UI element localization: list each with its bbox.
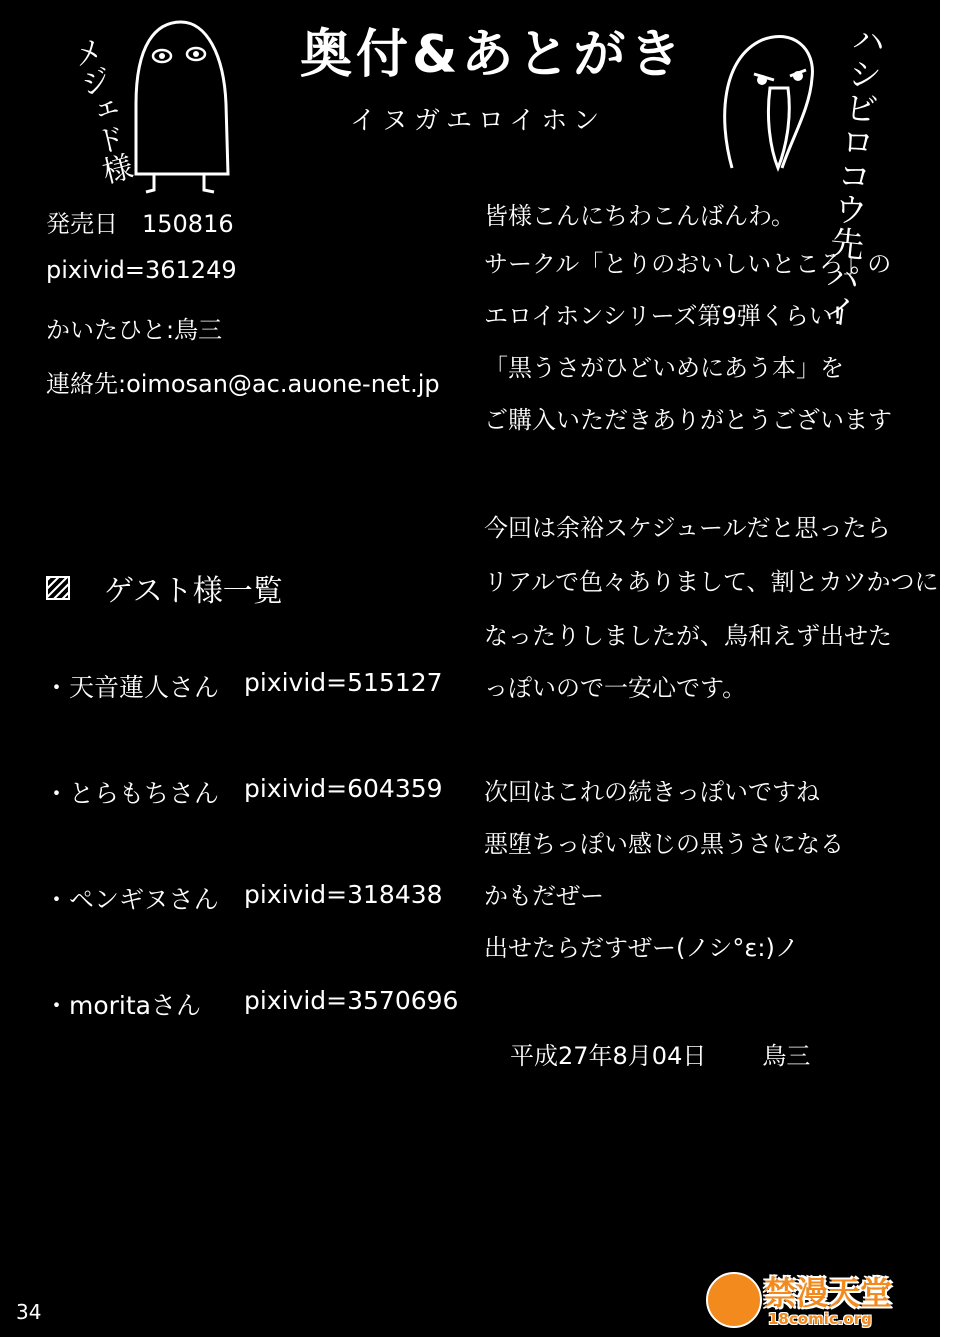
page-title: 奥付&あとがき [300,25,686,85]
guest-list-heading [46,566,283,610]
guest-item [44,880,443,916]
message-line: ご購入いただきありがとうございます [484,406,892,434]
page-subtitle: イヌガエロイホン [350,106,606,136]
message-line: リアルで色々ありまして、割とカツかつに [484,568,939,596]
author-name: かいたひと:鳥三 [46,316,223,344]
message-line: サークル「とりのおいしいところ」の [484,250,892,278]
message-line: なったりしましたが、鳥和えず出せた [484,622,892,650]
watermark-main-text: 禁漫天堂 [764,1274,893,1312]
guest-pixivid: pixivid=3570696 [244,986,459,1015]
message-line: 今回は余裕スケジュールだと思ったら [484,514,891,542]
watermark-url-text: 18comic.org [768,1310,872,1328]
message-line: 出せたらだすぜー(ノシ°ε:)ノ [484,934,799,962]
guest-pixivid: pixivid=604359 [244,774,443,803]
shoebill-doodle-icon [712,18,832,188]
guest-item [44,986,459,1022]
guest-pixivid: pixivid=515127 [244,668,443,697]
message-line: 「黒うさがひどいめにあう本」を [484,354,844,382]
afterword-signature: 鳥三 [762,1042,811,1070]
guest-name: ・ペンギヌさん [44,885,219,914]
author-pixivid: pixivid=361249 [46,256,237,284]
message-line: 悪堕ちっぽい感じの黒うさになる [484,830,844,858]
guest-name: ・moritaさん [44,991,201,1020]
guest-item [44,668,443,704]
contact-email: 連絡先:oimosan@ac.auone-net.jp [46,370,440,398]
left-doodle-caption: メジェド様 [64,33,135,188]
guest-name: ・とらもちさん [44,779,220,808]
release-date: 発売日 150816 [46,210,234,238]
guest-pixivid: pixivid=318438 [244,880,443,909]
message-line: 皆様こんにちわこんばんわ。 [484,202,796,230]
message-line: エロイホンシリーズ第9弾くらい! [484,302,843,330]
page-number: 34 [16,1300,42,1324]
watermark-logo-icon [706,1272,762,1328]
guest-list-heading-text: ゲスト様一覧 [104,574,283,609]
message-line: かもだぜー [484,882,604,910]
right-doodle-caption: ハシビロコウ先パイ [815,20,887,330]
guest-item [44,774,443,810]
date-signature [510,1036,810,1071]
message-line: 次回はこれの続きっぽいですね [484,778,820,806]
hatched-square-icon [46,576,70,600]
watermark [706,1268,932,1332]
guest-name: ・天音蓮人さん [44,673,220,702]
message-line: っぽいので一安心です。 [484,674,747,702]
afterword-date: 平成27年8月04日 [510,1042,707,1070]
